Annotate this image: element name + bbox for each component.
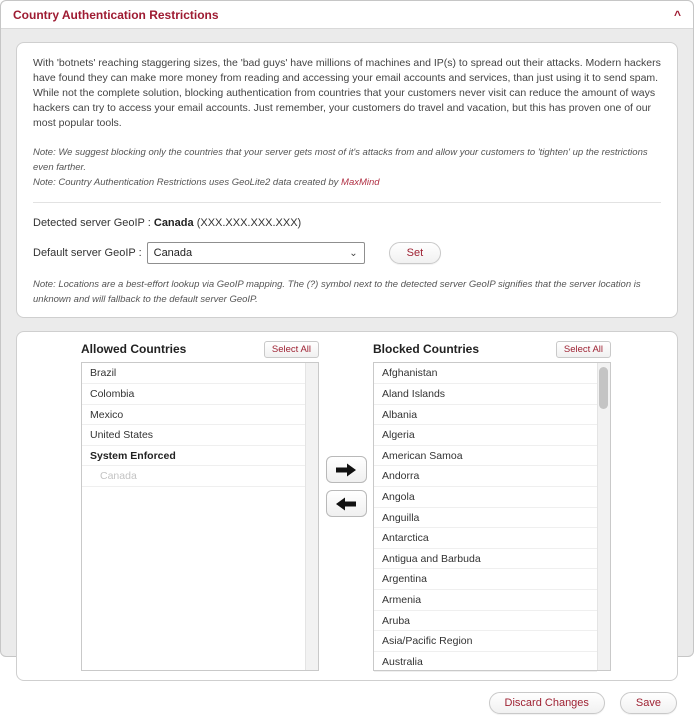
list-item[interactable]: Aruba xyxy=(374,611,597,632)
blocked-countries-title: Blocked Countries xyxy=(373,342,480,357)
widget-header xyxy=(1,1,693,29)
allowed-scrollbar-track[interactable] xyxy=(305,363,318,670)
list-item[interactable]: American Samoa xyxy=(374,446,597,467)
detected-geoip-line xyxy=(33,217,661,229)
allowed-items xyxy=(82,363,305,445)
detected-geoip-value: Canada xyxy=(153,217,194,230)
list-item[interactable]: Andorra xyxy=(374,466,597,487)
list-item[interactable]: Aland Islands xyxy=(374,384,597,405)
blocked-countries-header xyxy=(373,340,611,358)
blocked-items xyxy=(374,363,597,672)
note-locations: Note: Locations are a best-effort lookup via GeoIP mapping. The (?) symbol next to the detected server GeoIP signifies that the server location is unknown and will fallback to the default server GeoIP. xyxy=(33,279,641,306)
list-item[interactable]: Antarctica xyxy=(374,528,597,549)
system-enforced-items xyxy=(82,466,305,487)
list-item[interactable]: United States xyxy=(82,425,305,446)
default-geoip-label: Default server GeoIP : xyxy=(33,247,142,260)
country-lists-panel xyxy=(16,331,678,681)
list-item[interactable]: Colombia xyxy=(82,384,305,405)
system-enforced-label: System Enforced xyxy=(82,446,305,467)
default-geoip-row xyxy=(33,242,661,264)
blocked-scrollbar-track[interactable] xyxy=(597,363,610,670)
list-item[interactable]: Brazil xyxy=(82,363,305,384)
detected-geoip-ip: (XXX.XXX.XXX.XXX) xyxy=(196,217,302,230)
list-item[interactable]: Angola xyxy=(374,487,597,508)
maxmind-link[interactable]: MaxMind xyxy=(341,176,380,188)
arrow-right-icon xyxy=(334,462,358,478)
allowed-countries-column xyxy=(81,340,319,671)
collapse-icon[interactable]: ^ xyxy=(673,7,681,22)
allowed-countries-list[interactable] xyxy=(81,362,319,671)
default-geoip-selected-value: Canada xyxy=(153,247,193,260)
list-item[interactable]: Armenia xyxy=(374,590,597,611)
allowed-select-all-button[interactable]: Select All xyxy=(264,341,319,358)
intro-text: With 'botnets' reaching staggering sizes, the 'bad guys' have millions of machines and IP(s) to spread out their attacks. Modern hackers have found they can make more money from reading and accessing your email accounts and services, than just using it to send spam. While not the complete solution, blocking authentication from countries that your customers never visit can reduce the amount of ways hackers can try to access your email accounts. Just remember, your customers do travel and vacation, but this has proven one of our most popular tools. xyxy=(33,57,661,129)
list-item[interactable]: Albania xyxy=(374,405,597,426)
blocked-scrollbar-thumb[interactable] xyxy=(599,367,608,409)
default-geoip-select[interactable] xyxy=(147,242,365,264)
save-button[interactable]: Save xyxy=(620,692,677,714)
allowed-countries-header xyxy=(81,340,319,358)
note-geolite xyxy=(33,175,661,190)
chevron-down-icon: ⌄ xyxy=(349,247,358,259)
move-to-blocked-button[interactable] xyxy=(326,456,367,483)
blocked-select-all-button[interactable]: Select All xyxy=(556,341,611,358)
discard-changes-button[interactable]: Discard Changes xyxy=(489,692,605,714)
set-button[interactable]: Set xyxy=(389,242,442,264)
blocked-countries-column xyxy=(373,340,611,671)
transfer-controls xyxy=(319,340,373,671)
move-to-allowed-button[interactable] xyxy=(326,490,367,517)
list-item[interactable]: Canada xyxy=(82,466,305,487)
note-blocking: Note: We suggest blocking only the countries that your server gets most of it's attacks from and allow your customers to 'tighten' up the restrictions even farther. xyxy=(33,146,648,173)
info-panel xyxy=(16,42,678,318)
list-item[interactable]: Antigua and Barbuda xyxy=(374,549,597,570)
arrow-left-icon xyxy=(334,496,358,512)
page-title: Country Authentication Restrictions xyxy=(13,7,219,22)
list-item[interactable]: Argentina xyxy=(374,569,597,590)
allowed-countries-title: Allowed Countries xyxy=(81,342,187,357)
list-item[interactable]: Asia/Pacific Region xyxy=(374,631,597,652)
list-item[interactable]: Algeria xyxy=(374,425,597,446)
list-item[interactable]: Afghanistan xyxy=(374,363,597,384)
note-geolite-text: Note: Country Authentication Restrictions uses GeoLite2 data created by xyxy=(33,176,342,188)
list-item[interactable]: Australia xyxy=(374,652,597,673)
list-item[interactable]: Mexico xyxy=(82,405,305,426)
blocked-countries-list[interactable] xyxy=(373,362,611,671)
divider xyxy=(33,202,661,203)
detected-geoip-label: Detected server GeoIP : xyxy=(33,217,151,230)
footer-actions xyxy=(1,681,693,724)
list-item[interactable]: Anguilla xyxy=(374,508,597,529)
widget-content xyxy=(1,29,693,681)
